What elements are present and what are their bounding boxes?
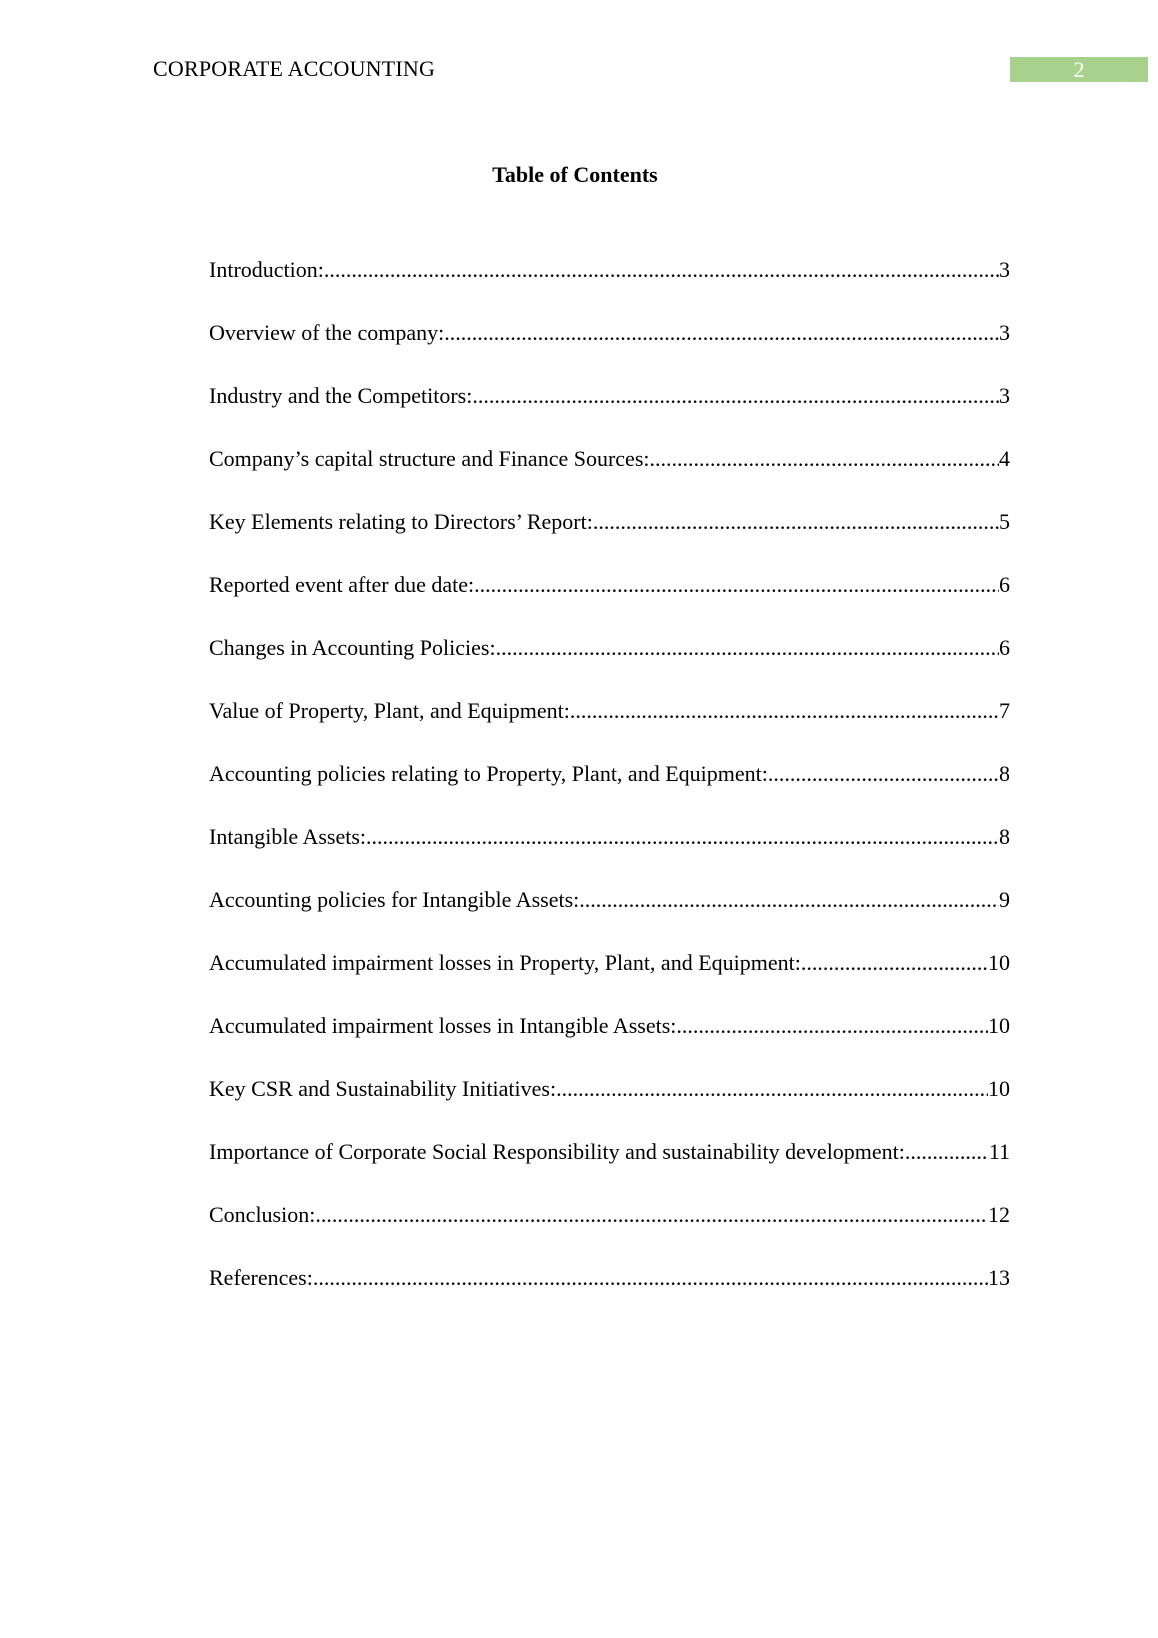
toc-dot-leader bbox=[444, 320, 999, 346]
toc-entry-title: Key Elements relating to Directors’ Report: bbox=[209, 509, 593, 534]
toc-entry-title: Conclusion: bbox=[209, 1202, 316, 1227]
toc-entry-title: References: bbox=[209, 1265, 313, 1290]
toc-dot-leader bbox=[579, 887, 999, 913]
toc-entry-page: 11 bbox=[988, 1139, 1010, 1164]
toc-entry[interactable] bbox=[209, 1202, 1010, 1265]
toc-entry[interactable] bbox=[209, 887, 1010, 950]
toc-entry-title: Overview of the company: bbox=[209, 320, 445, 345]
toc-entry[interactable] bbox=[209, 824, 1010, 887]
toc-entry-page: 13 bbox=[988, 1265, 1010, 1290]
toc-dot-leader bbox=[324, 257, 999, 283]
toc-entry-title: Accumulated impairment losses in Property, Plant, and Equipment: bbox=[209, 950, 801, 975]
toc-list bbox=[209, 257, 1010, 1328]
toc-entry-title: Changes in Accounting Policies: bbox=[209, 635, 496, 660]
toc-entry-page: 10 bbox=[988, 1076, 1010, 1101]
toc-heading: Table of Contents bbox=[492, 162, 658, 187]
toc-dot-leader bbox=[315, 1202, 988, 1228]
toc-entry[interactable] bbox=[209, 320, 1010, 383]
toc-entry-page: 6 bbox=[999, 572, 1010, 597]
toc-entry[interactable] bbox=[209, 1076, 1010, 1139]
toc-entry[interactable] bbox=[209, 1013, 1010, 1076]
toc-entry-page: 6 bbox=[999, 635, 1010, 660]
toc-entry-page: 3 bbox=[999, 320, 1010, 345]
toc-entry[interactable] bbox=[209, 572, 1010, 635]
toc-dot-leader bbox=[768, 761, 999, 787]
toc-dot-leader bbox=[556, 1076, 988, 1102]
toc-dot-leader bbox=[650, 446, 1000, 472]
toc-entry-title: Intangible Assets: bbox=[209, 824, 367, 849]
toc-entry-page: 4 bbox=[999, 446, 1010, 471]
toc-entry-page: 9 bbox=[999, 887, 1010, 912]
toc-entry-page: 8 bbox=[999, 824, 1010, 849]
toc-entry[interactable] bbox=[209, 1139, 1010, 1202]
toc-entry[interactable] bbox=[209, 1265, 1010, 1328]
toc-dot-leader bbox=[570, 698, 999, 724]
toc-entry-title: Company’s capital structure and Finance Sources: bbox=[209, 446, 650, 471]
toc-entry[interactable] bbox=[209, 635, 1010, 698]
toc-entry[interactable] bbox=[209, 257, 1010, 320]
toc-dot-leader bbox=[474, 572, 999, 598]
toc-dot-leader bbox=[593, 509, 999, 535]
toc-entry-title: Value of Property, Plant, and Equipment: bbox=[209, 698, 570, 723]
toc-entry[interactable] bbox=[209, 698, 1010, 761]
toc-entry-title: Reported event after due date: bbox=[209, 572, 475, 597]
toc-entry-page: 3 bbox=[999, 383, 1010, 408]
toc-entry[interactable] bbox=[209, 383, 1010, 446]
toc-entry-page: 8 bbox=[999, 761, 1010, 786]
toc-entry-page: 10 bbox=[988, 950, 1010, 975]
toc-entry-page: 12 bbox=[988, 1202, 1010, 1227]
toc-entry-page: 10 bbox=[988, 1013, 1010, 1038]
toc-entry-title: Accounting policies relating to Property, Plant, and Equipment: bbox=[209, 761, 768, 786]
toc-entry-title: Key CSR and Sustainability Initiatives: bbox=[209, 1076, 557, 1101]
toc-dot-leader bbox=[313, 1265, 988, 1291]
toc-dot-leader bbox=[472, 383, 999, 409]
toc-entry-page: 5 bbox=[999, 509, 1010, 534]
toc-entry-page: 7 bbox=[999, 698, 1010, 723]
toc-dot-leader bbox=[676, 1013, 988, 1039]
running-header: CORPORATE ACCOUNTING bbox=[153, 56, 436, 81]
toc-dot-leader bbox=[801, 950, 988, 976]
toc-dot-leader bbox=[905, 1139, 989, 1165]
toc-entry-title: Industry and the Competitors: bbox=[209, 383, 473, 408]
toc-entry-title: Introduction: bbox=[209, 257, 324, 282]
toc-entry-title: Importance of Corporate Social Responsibility and sustainability development: bbox=[209, 1139, 905, 1164]
toc-entry[interactable] bbox=[209, 509, 1010, 572]
toc-entry-title: Accounting policies for Intangible Assets: bbox=[209, 887, 580, 912]
toc-entry[interactable] bbox=[209, 446, 1010, 509]
toc-dot-leader bbox=[366, 824, 999, 850]
toc-entry-page: 3 bbox=[999, 257, 1010, 282]
toc-entry[interactable] bbox=[209, 950, 1010, 1013]
toc-entry[interactable] bbox=[209, 761, 1010, 824]
toc-dot-leader bbox=[496, 635, 999, 661]
toc-entry-title: Accumulated impairment losses in Intangible Assets: bbox=[209, 1013, 677, 1038]
page-number-badge: 2 bbox=[1010, 57, 1148, 82]
